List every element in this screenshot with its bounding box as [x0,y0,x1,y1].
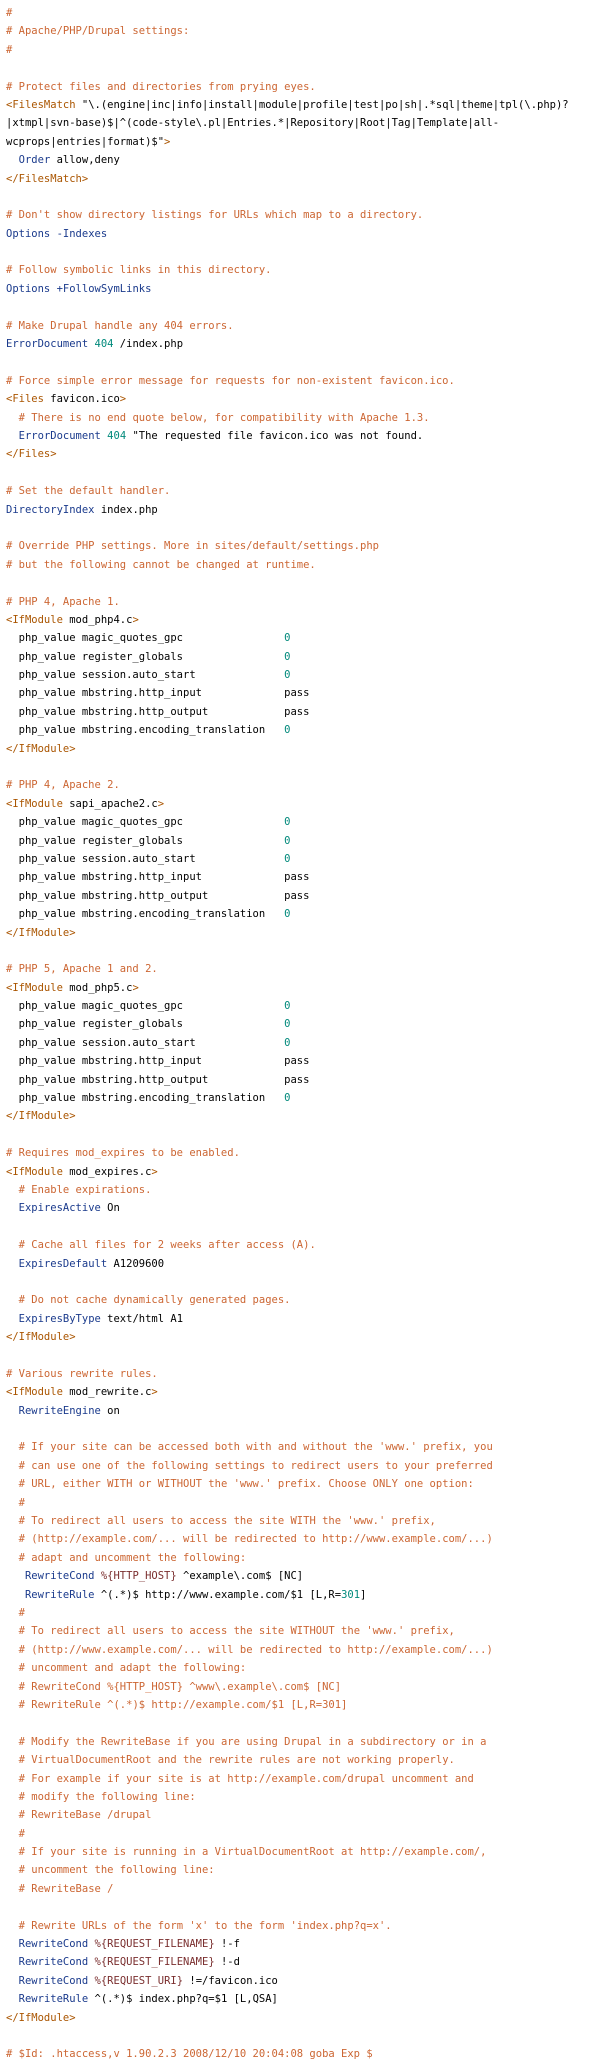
code-line [6,1089,596,1107]
code-tag: > [151,1386,158,1399]
code-text [6,1441,19,1453]
code-comment: # To redirect all users to access the site WITH the 'www.' prefix, [18,1515,436,1528]
code-comment: # uncomment and adapt the following: [18,1662,247,1675]
code-number: 0 [284,1036,291,1049]
code-line [6,1530,596,1548]
code-line [6,353,596,371]
code-comment: # Make Drupal handle any 404 errors. [6,319,234,332]
code-text: php_value mbstring.encoding_translation [6,908,285,921]
code-text: php_value mbstring.http_input pass [6,687,310,700]
code-line [6,409,596,427]
code-directive: RewriteCond [18,1956,89,1969]
code-line [6,1255,596,1273]
code-comment: # Don't show directory listings for URLs which map to a directory. [6,209,424,222]
code-line [6,1861,596,1879]
code-text [6,154,19,166]
code-comment: # [6,43,13,56]
code-directive: ErrorDocument [18,429,101,442]
code-line [6,298,596,316]
code-line [6,832,596,850]
code-line [6,1052,596,1070]
code-line [6,611,596,629]
code-line [6,924,596,942]
code-line [6,2045,596,2063]
code-tag: > [132,613,139,626]
code-tag: <IfModule [6,613,63,626]
code-line [6,1494,596,1512]
code-directive: RewriteEngine [18,1404,101,1417]
code-text [6,1662,19,1674]
code-line [6,1071,596,1089]
code-number: 0 [284,669,291,682]
code-text [6,1533,19,1545]
code-comment: # To redirect all users to access the site WITHOUT the 'www.' prefix, [18,1625,455,1638]
code-line [6,537,596,555]
code-line [6,1917,596,1935]
code-text: mod_php5.c [62,981,133,994]
code-comment: # adapt and uncomment the following: [18,1551,247,1564]
code-comment: # [18,1827,25,1840]
code-text [6,1864,19,1876]
code-line [6,666,596,684]
code-text [6,1313,19,1325]
code-text: php_value register_globals [6,834,285,847]
code-line [6,740,596,758]
code-line [6,629,596,647]
code-comment: # uncomment the following line: [18,1864,215,1877]
code-line [6,1181,596,1199]
code-text [6,1258,19,1270]
code-line [6,1126,596,1144]
code-number: 0 [284,908,291,921]
code-tag: </IfModule> [6,1331,76,1344]
code-text: mod_php4.c [62,613,133,626]
code-comment: # Various rewrite rules. [6,1367,158,1380]
code-text: mod_rewrite.c [62,1386,152,1399]
code-line [6,1622,596,1640]
code-line [6,261,596,279]
code-comment: # modify the following line: [18,1790,196,1803]
code-comment: # URL, either WITH or WITHOUT the 'www.' prefix. Choose ONLY one option: [18,1478,474,1491]
code-line [6,721,596,739]
code-text: "\.(engine|inc|info|install|module|profile|test|po|sh|.*sql|theme|tpl(\.php)? [75,98,569,111]
code-line [6,519,596,537]
code-text: index.php [94,503,158,516]
code-line [6,133,596,151]
code-line [6,1678,596,1696]
code-comment: # PHP 4, Apache 1. [6,595,120,608]
code-text [6,1773,19,1785]
code-comment: # There is no end quote below, for compatibility with Apache 1.3. [18,411,430,424]
code-line [6,1107,596,1125]
code-directive: ExpiresActive [18,1202,101,1215]
code-text: /index.php [113,338,184,351]
code-line [6,78,596,96]
code-comment: # but the following cannot be changed at runtime. [6,558,316,571]
code-comment: # Apache/PHP/Drupal settings: [6,25,190,38]
code-text [6,1405,19,1417]
code-directive: RewriteRule [24,1588,95,1601]
code-directive: DirectoryIndex [6,503,95,516]
code-text [6,1239,19,1251]
code-line [6,1990,596,2008]
code-number: 0 [284,834,291,847]
code-comment: # [18,1496,25,1509]
code-text: ^example\.com$ [NC] [176,1570,304,1583]
code-text: !=/favicon.ico [183,1974,278,1987]
code-comment: # Protect files and directories from prying eyes. [6,80,316,93]
code-tag: > [151,1165,158,1178]
code-line [6,41,596,59]
code-text: ] [360,1588,367,1601]
code-line [6,758,596,776]
code-line [6,1751,596,1769]
code-line [6,1806,596,1824]
code-line [6,1310,596,1328]
code-text [6,1699,19,1711]
code-tag: <IfModule [6,1165,63,1178]
code-text: php_value magic_quotes_gpc [6,1000,285,1013]
code-line [6,648,596,666]
code-line [6,482,596,500]
code-line [6,850,596,868]
code-line [6,1843,596,1861]
code-line [6,1898,596,1916]
code-comment: # $Id: .htaccess,v 1.90.2.3 2008/12/10 20:04:08 goba Exp $ [6,2048,373,2061]
code-line [6,1291,596,1309]
code-text: php_value mbstring.http_output pass [6,889,310,902]
code-comment: # Follow symbolic links in this directory. [6,264,272,277]
code-line [6,1420,596,1438]
code-variable: %{REQUEST_FILENAME} [94,1956,215,1969]
code-text: allow,deny [50,154,120,167]
code-line [6,1953,596,1971]
code-line [6,317,596,335]
code-line [6,335,596,353]
code-directive: RewriteCond [18,1974,89,1987]
code-tag: <IfModule [6,797,63,810]
code-line [6,1383,596,1401]
code-line [6,372,596,390]
code-tag: <FilesMatch [6,98,76,111]
code-comment: # can use one of the following settings to redirect users to your preferred [18,1459,493,1472]
code-text [6,1294,19,1306]
htaccess-code-block [6,4,596,2064]
code-number: 404 [107,429,127,442]
code-comment: # For example if your site is at http://example.com/drupal uncomment and [18,1772,474,1785]
code-text: php_value register_globals [6,1018,285,1031]
code-directive: ErrorDocument [6,338,89,351]
code-text [6,1625,19,1637]
code-directive: Order [18,154,51,167]
code-line [6,22,596,40]
code-number: 301 [341,1588,361,1601]
code-text: php_value session.auto_start [6,669,285,682]
code-comment: # Do not cache dynamically generated pages. [18,1294,291,1307]
code-text [6,1552,19,1564]
code-number: 0 [284,1092,291,1105]
code-line [6,1144,596,1162]
code-text [6,1975,19,1987]
code-tag: </IfModule> [6,1110,76,1123]
code-line [6,593,596,611]
code-line [6,1604,596,1622]
code-directive: ExpiresDefault [18,1257,108,1270]
code-line [6,1218,596,1236]
code-line [6,1475,596,1493]
code-text: php_value magic_quotes_gpc [6,816,285,829]
code-text: text/html A1 [100,1312,184,1325]
code-line [6,1714,596,1732]
code-text [6,1883,19,1895]
code-text [6,1184,19,1196]
code-comment: # Override PHP settings. More in sites/default/settings.php [6,540,379,553]
code-directive: +FollowSymLinks [56,282,152,295]
code-line [6,225,596,243]
code-line [6,1512,596,1530]
code-comment: # Rewrite URLs of the form 'x' to the form 'index.php?q=x'. [18,1919,392,1932]
code-text: php_value mbstring.http_input pass [6,871,310,884]
code-tag: > [132,981,139,994]
code-text [6,1515,19,1527]
code-line [6,1402,596,1420]
code-comment: # PHP 4, Apache 2. [6,779,120,792]
code-line [6,887,596,905]
code-text [6,1754,19,1766]
code-directive: Options [6,227,51,240]
code-line [6,501,596,519]
code-number: 404 [94,338,114,351]
code-tag: </Files> [6,448,57,461]
code-line [6,1015,596,1033]
code-line [6,59,596,77]
code-comment: # If your site can be accessed both with and without the 'www.' prefix, you [18,1441,493,1454]
code-text: php_value mbstring.encoding_translation [6,724,285,737]
code-comment: # Enable expirations. [18,1184,152,1196]
code-line [6,1236,596,1254]
code-text: ^(.*)$ http://www.example.com/$1 [L,R= [94,1588,342,1601]
code-text [6,1993,19,2005]
code-line [6,1457,596,1475]
code-tag: </FilesMatch> [6,172,89,185]
code-text [6,1202,19,1214]
code-number: 0 [284,852,291,865]
code-text: php_value mbstring.http_input pass [6,1055,310,1068]
code-line [6,905,596,923]
code-comment: # VirtualDocumentRoot and the rewrite rules are not working properly. [18,1754,455,1767]
code-text [6,1497,19,1509]
code-line [6,4,596,22]
code-text [6,1570,25,1582]
code-line [6,1163,596,1181]
code-line [6,2027,596,2045]
code-text [6,1938,19,1950]
code-line [6,1549,596,1567]
code-text [6,1644,19,1656]
code-tag: > [119,393,127,406]
code-text: On [100,1202,120,1215]
code-text: A1209600 [107,1257,165,1270]
code-line [6,445,596,463]
code-directive: RewriteCond [24,1570,95,1583]
code-text [6,1607,19,1619]
code-line [6,1567,596,1585]
code-line [6,1328,596,1346]
code-line [6,1199,596,1217]
code-line [6,868,596,886]
code-line [6,1880,596,1898]
code-text [6,1791,19,1803]
code-text: php_value mbstring.http_output pass [6,705,310,718]
code-directive: -Indexes [56,227,108,240]
code-tag: </IfModule> [6,742,76,755]
code-line [6,1935,596,1953]
code-tag: > [164,135,171,148]
code-tag: <IfModule [6,981,63,994]
code-line [6,1788,596,1806]
code-comment: # Cache all files for 2 weeks after access (A). [18,1239,316,1252]
code-line [6,114,596,132]
code-text: favicon.ico [43,393,120,406]
code-comment: # (http://www.example.com/... will be redirected to http://example.com/...) [18,1643,493,1656]
code-line [6,1365,596,1383]
code-tag: <IfModule [6,1386,63,1399]
code-line [6,776,596,794]
code-text [6,1920,19,1932]
code-number: 0 [284,632,291,645]
code-tag: <Files [6,393,44,406]
code-line [6,1586,596,1604]
code-text: ^(.*)$ index.php?q=$1 [L,QSA] [88,1993,278,2006]
code-line [6,2009,596,2027]
code-line [6,464,596,482]
code-line [6,151,596,169]
code-comment: # Set the default handler. [6,485,171,498]
code-number: 0 [284,816,291,829]
code-line [6,1347,596,1365]
code-line [6,942,596,960]
code-line [6,280,596,298]
code-text: sapi_apache2.c [62,797,158,810]
code-variable: %{REQUEST_URI} [94,1974,184,1987]
code-tag: </IfModule> [6,926,76,939]
code-directive: RewriteCond [18,1938,89,1951]
code-line [6,206,596,224]
code-text: php_value mbstring.encoding_translation [6,1092,285,1105]
code-line [6,170,596,188]
code-directive: RewriteRule [18,1993,89,2006]
code-comment: # If your site is running in a VirtualDocumentRoot at http://example.com/, [18,1846,487,1859]
code-comment: # [6,7,13,19]
code-number: 0 [284,1000,291,1013]
code-line [6,427,596,445]
code-text [6,1681,19,1693]
code-line [6,795,596,813]
code-line [6,1696,596,1714]
code-line [6,1641,596,1659]
code-line [6,1659,596,1677]
code-number: 0 [284,1018,291,1031]
code-text [6,1460,19,1472]
code-text: php_value magic_quotes_gpc [6,632,285,645]
code-text: php_value register_globals [6,650,285,663]
code-directive: ExpiresByType [18,1312,101,1325]
code-comment: # Force simple error message for requests for non-existent favicon.ico. [6,374,455,387]
code-line [6,1034,596,1052]
code-line [6,96,596,114]
code-line [6,1825,596,1843]
code-line [6,703,596,721]
code-text: mod_expires.c [62,1165,152,1178]
code-comment: # RewriteRule ^(.*)$ http://example.com/$1 [L,R=301] [18,1698,348,1711]
code-number: 0 [284,724,291,737]
code-text [6,1846,19,1858]
code-variable: %{HTTP_HOST} [100,1570,177,1583]
code-line [6,813,596,831]
code-text [6,1478,19,1490]
code-text [6,1956,19,1968]
code-comment: # RewriteBase /drupal [18,1809,152,1822]
code-text: php_value session.auto_start [6,852,285,865]
code-tag: > [157,797,165,810]
code-line [6,960,596,978]
code-text: php_value mbstring.http_output pass [6,1073,310,1086]
code-line [6,1972,596,1990]
code-line [6,390,596,408]
code-text: |xtmpl|svn-base)$|^(code-style\.pl|Entries.*|Repository|Root|Tag|Template|all- [6,117,500,130]
code-line [6,1273,596,1291]
code-number: 0 [284,650,291,663]
code-text [6,430,19,442]
code-line [6,556,596,574]
code-text: wcprops|entries|format)$" [6,135,165,148]
code-line [6,997,596,1015]
code-line [6,243,596,261]
code-comment: # Modify the RewriteBase if you are using Drupal in a subdirectory or in a [18,1735,487,1748]
code-comment: # PHP 5, Apache 1 and 2. [6,963,158,976]
code-line [6,188,596,206]
code-comment: # RewriteBase / [18,1882,114,1895]
code-line [6,1770,596,1788]
code-text [6,412,19,424]
code-text [6,1828,19,1840]
code-tag: </IfModule> [6,2011,76,2024]
code-text: !-d [214,1956,240,1969]
code-line [6,979,596,997]
code-variable: %{REQUEST_FILENAME} [94,1938,215,1951]
code-line [6,1733,596,1751]
code-text [6,1809,19,1821]
code-directive: Options [6,282,51,295]
code-text: "The requested file favicon.ico was not found. [126,429,424,442]
code-line [6,1438,596,1456]
code-comment: # RewriteCond %{HTTP_HOST} ^www\.example\.com$ [NC] [18,1680,342,1693]
code-comment: # (http://example.com/... will be redirected to http://www.example.com/...) [18,1533,493,1546]
code-line [6,684,596,702]
code-text: on [100,1404,120,1417]
code-text: !-f [214,1938,240,1951]
code-text [6,1736,19,1748]
code-line [6,574,596,592]
code-text: php_value session.auto_start [6,1036,285,1049]
code-comment: # [18,1606,25,1619]
code-text [6,1589,25,1601]
code-comment: # Requires mod_expires to be enabled. [6,1147,240,1160]
